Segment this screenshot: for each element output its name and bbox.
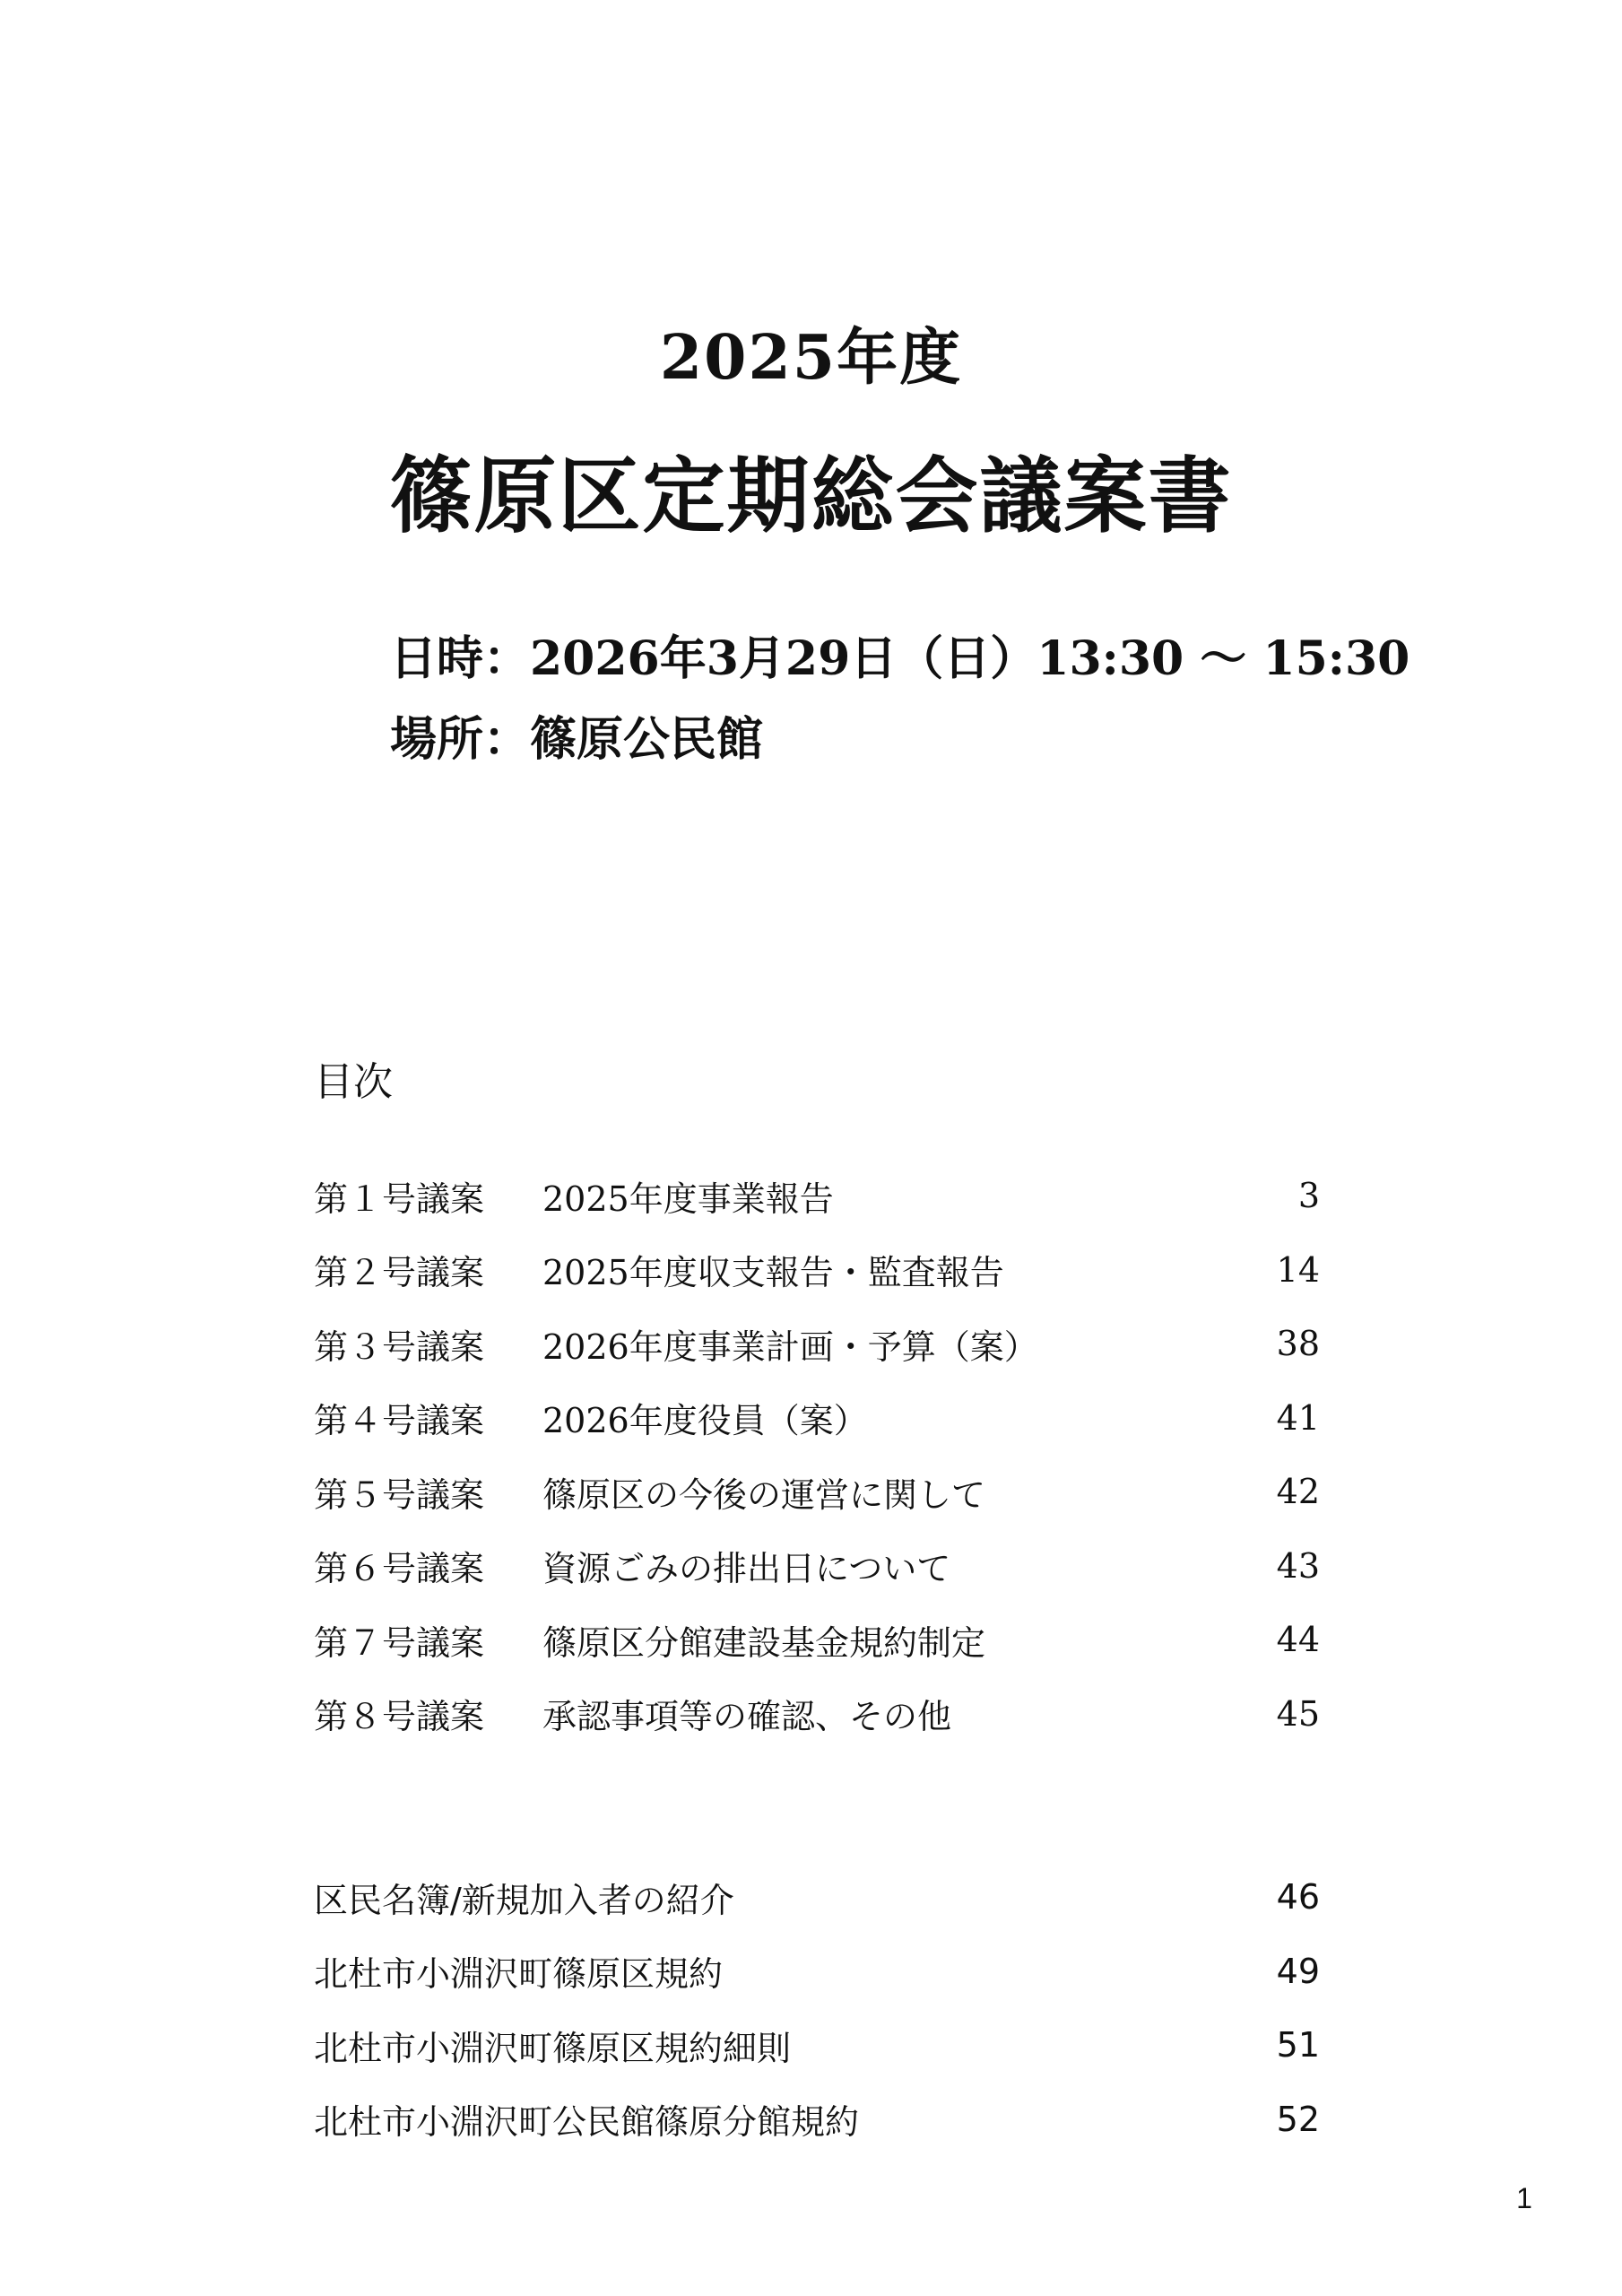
toc-agenda-item [314, 1307, 1320, 1381]
toc-agenda-item [314, 1677, 1320, 1752]
toc-agenda-list [314, 1159, 1320, 1751]
appendix-page: 46 [1276, 1877, 1320, 1918]
toc-appendix-item [314, 1860, 1320, 1935]
appendix-title: 北杜市小淵沢町公民館篠原分館規約 [314, 2102, 860, 2143]
toc-appendix-item [314, 1935, 1320, 2009]
toc-agenda-item [314, 1603, 1320, 1677]
agenda-number: 第７号議案 [314, 1622, 485, 1663]
agenda-title: 承認事項等の確認、その他 [542, 1697, 952, 1737]
toc-appendix-item [314, 2008, 1320, 2083]
meeting-place: 場所：篠原公民館 [390, 712, 764, 767]
toc-heading: 目次 [314, 1059, 393, 1105]
agenda-title: 篠原区分館建設基金規約制定 [542, 1622, 986, 1663]
toc-agenda-item [314, 1455, 1320, 1529]
agenda-page: 45 [1276, 1693, 1320, 1734]
toc-agenda-item [314, 1159, 1320, 1233]
agenda-title: 2025年度収支報告・監査報告 [542, 1253, 1004, 1293]
toc-agenda-item [314, 1529, 1320, 1604]
agenda-title: 資源ごみの排出日について [542, 1549, 951, 1589]
appendix-title: 北杜市小淵沢町篠原区規約 [314, 1954, 724, 1995]
appendix-page: 51 [1276, 2025, 1320, 2066]
agenda-number: 第８号議案 [314, 1697, 485, 1737]
agenda-number: 第５号議案 [314, 1474, 485, 1515]
toc-appendix-item [314, 2083, 1320, 2157]
page-number: 1 [1516, 2182, 1532, 2214]
agenda-number: 第６号議案 [314, 1549, 485, 1589]
appendix-page: 49 [1276, 1951, 1320, 1991]
agenda-title: 2026年度役員（案） [542, 1401, 868, 1441]
agenda-page: 14 [1276, 1249, 1320, 1290]
toc-appendix-list [314, 1860, 1320, 2156]
agenda-page: 41 [1276, 1397, 1320, 1438]
agenda-page: 42 [1276, 1472, 1320, 1512]
agenda-page: 44 [1276, 1620, 1320, 1660]
agenda-number: 第４号議案 [314, 1401, 485, 1441]
agenda-title: 2025年度事業報告 [542, 1178, 834, 1219]
toc-agenda-item [314, 1381, 1320, 1456]
appendix-page: 52 [1276, 2099, 1320, 2139]
appendix-title: 北杜市小淵沢町篠原区規約細則 [314, 2028, 792, 2068]
meeting-datetime: 日時：2026年3月29日（日）13:30 〜 15:30 [390, 631, 1410, 686]
toc-agenda-item [314, 1233, 1320, 1308]
document-title: 篠原区定期総会議案書 [389, 448, 1233, 544]
agenda-page: 43 [1276, 1545, 1320, 1586]
agenda-number: 第３号議案 [314, 1326, 485, 1367]
agenda-number: 第２号議案 [314, 1253, 485, 1293]
document-year: 2025年度 [659, 322, 963, 394]
agenda-page: 38 [1276, 1324, 1320, 1364]
appendix-title: 区民名簿/新規加入者の紹介 [314, 1880, 734, 1920]
agenda-number: 第１号議案 [314, 1178, 485, 1219]
agenda-title: 2026年度事業計画・予算（案） [542, 1326, 1038, 1367]
agenda-page: 3 [1297, 1176, 1320, 1216]
agenda-title: 篠原区の今後の運営に関して [542, 1474, 986, 1515]
